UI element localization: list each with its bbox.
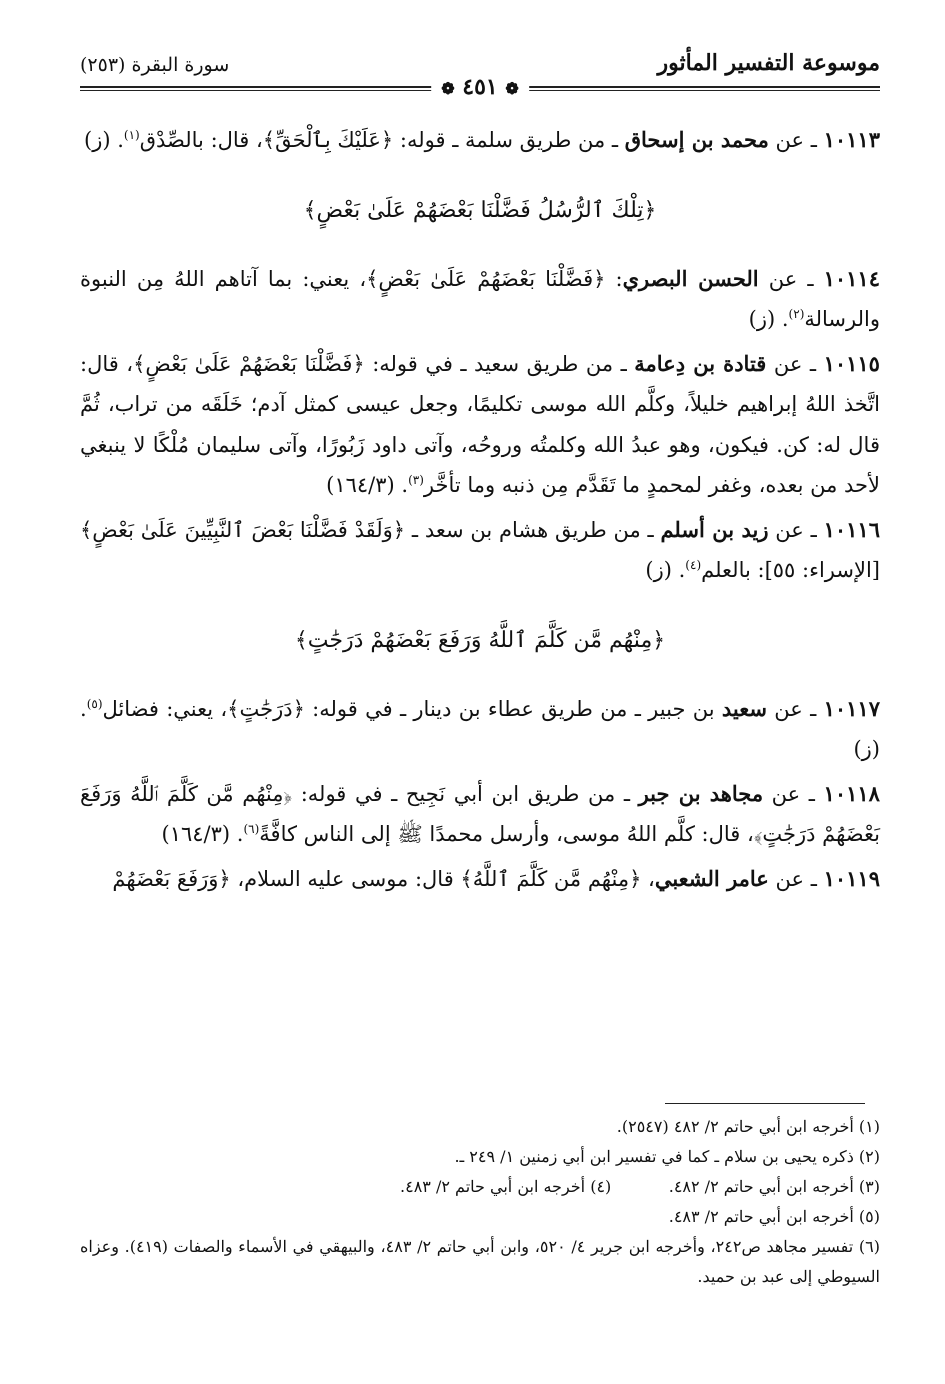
entry-tail: . (ز) (748, 307, 789, 331)
narrator-name: سعيد (721, 695, 767, 721)
ornament-icon: ❁ (441, 79, 455, 98)
surah-label: سورة البقرة (٢٥٣) (80, 54, 230, 76)
footnote-ref: (١) (123, 128, 140, 142)
narrator-name: مجاهد بن جبر (638, 780, 764, 806)
an-word: عن (775, 866, 805, 891)
dash: ـ (810, 128, 817, 152)
entry-number: ١٠١١٤ (823, 265, 880, 291)
entry-text: ـ من طريق سلمة ـ قوله: ﴿عَلَيْكَ بِٱلْحَقِّ﴾، قال: بالصِّدْق (139, 128, 619, 152)
narrator-name: قتادة بن دِعامة (634, 350, 767, 376)
ornament-icon: ❁ (505, 79, 519, 98)
entry-text: ، ﴿مِنْهُم مَّن كَلَّمَ ٱللَّهُ﴾ قال: موسى عليه السلام، ﴿وَرَفَعَ بَعْضَهُمْ (112, 866, 655, 891)
dash: ـ (810, 866, 817, 891)
verse-heading: ﴿مِنْهُم مَّن كَلَّمَ ٱللَّهُ وَرَفَعَ بَعْضَهُمْ دَرَجَٰتٍ﴾ (294, 627, 666, 653)
footnote-3: (٣) أخرجه ابن أبي حاتم ٢/ ٤٨٢. (668, 1177, 880, 1196)
verse-heading: ﴿تِلْكَ ٱلرُّسُلُ فَضَّلْنَا بَعْضَهُمْ عَلَىٰ بَعْضٍ﴾ (303, 197, 657, 223)
entry-number: ١٠١١٩ (823, 865, 880, 891)
entry-number: ١٠١١٧ (823, 695, 880, 721)
narrator-name: عامر الشعبي (654, 865, 769, 891)
footnote-ref: (٥) (86, 696, 103, 711)
entry-number: ١٠١١٦ (823, 516, 880, 542)
entry-number: ١٠١١٥ (823, 350, 880, 376)
entry-10113 (80, 120, 880, 161)
footnote-4: (٤) أخرجه ابن أبي حاتم ٢/ ٤٨٣. (400, 1177, 612, 1196)
entry-tail: . (١٦٤/٣) (326, 473, 409, 497)
entry-text: ـ من طريق سعيد ـ في قوله: ﴿فَضَّلْنَا بَعْضَهُمْ عَلَىٰ بَعْضٍ﴾، قال: اتَّخذ اللهُ إبراهيم خليلاً، وكلَّم الله موسى تكليمًا، وجعل عيسى كمثل آدم؛ خَلَقَه من تراب، ثُمَّ قال له: كن. فيكون، وهو عبدُ الله وكلمتُه وروحُه، وآتى داود زَبُورًا، وآتى سليمان مُلْكًا لا ينبغي لأحد من بعده، وغفر لمحمدٍ ما تَقَدَّم مِن ذنبه وما تأخَّر (80, 351, 880, 497)
dash: ـ (809, 351, 817, 376)
book-title: موسوعة التفسير المأثور (657, 50, 880, 76)
footnote-1: (١) أخرجه ابن أبي حاتم ٢/ ٤٨٢ (٢٥٤٧). (616, 1117, 880, 1136)
entry-10114 (80, 259, 880, 340)
entry-10118 (80, 774, 880, 855)
entry-text: ـ من طريق هشام بن سعد ـ ﴿وَلَقَدْ فَضَّلْنَا بَعْضَ ٱلنَّبِيِّينَ عَلَىٰ بَعْضٍ﴾ [الإسراء: ٥٥]: بالعلم (80, 517, 880, 582)
entry-tail: . (ز) (645, 558, 686, 582)
entry-tail: . (ز) (80, 696, 880, 761)
entry-10115 (80, 344, 880, 506)
an-word: عن (775, 517, 804, 542)
footnote-row-3-4 (80, 1172, 880, 1202)
entry-tail: . (ز) (84, 128, 124, 152)
footnote-5: (٥) أخرجه ابن أبي حاتم ٢/ ٤٨٣. (668, 1207, 880, 1226)
entry-text: : ﴿فَضَّلْنَا بَعْضَهُمْ عَلَىٰ بَعْضٍ﴾، يعني: بما آتاهم اللهُ مِن النبوة والرسالة (80, 266, 880, 331)
an-word: عن (771, 781, 801, 806)
entry-10117 (80, 689, 880, 770)
an-word: عن (774, 696, 803, 721)
page-number (431, 74, 529, 100)
footnote-ref: (٢) (788, 307, 805, 321)
footnote-ref: (٦) (243, 822, 260, 836)
an-word: عن (768, 266, 798, 291)
entry-number: ١٠١١٨ (823, 780, 880, 806)
footnote-6: (٦) تفسير مجاهد ص٢٤٢، وأخرجه ابن جرير ٤/ ٥٢٠، وابن أبي حاتم ٢/ ٤٨٣، والبيهقي في الأسماء والصفات (٤١٩). وعزاه السيوطي إلى عبد بن حميد. (80, 1237, 880, 1286)
entry-text: ـ من طريق ابن أبي نَجِيح ـ في قوله: ﴿مِنْهُم مَّن كَلَّمَ ٱللَّهُ وَرَفَعَ بَعْضَهُمْ دَرَجَٰتٍ﴾، قال: كلَّم اللهُ موسى، وأرسل محمدًا ﷺ إلى الناس كافَّةً (80, 781, 880, 846)
dash: ـ (810, 696, 817, 721)
narrator-name: زيد بن أسلم (660, 516, 769, 542)
entry-tail: . (١٦٤/٣) (161, 822, 244, 846)
footnote-2: (٢) ذكره يحيى بن سلام ـ كما في تفسير ابن أبي زمنين ١/ ٢٤٩ ـ. (454, 1147, 880, 1166)
dash: ـ (810, 517, 817, 542)
an-word: عن (773, 351, 803, 376)
entry-10116 (80, 510, 880, 591)
dash: ـ (808, 781, 815, 806)
page-header (80, 50, 880, 102)
page-number-text: ٤٥١ (462, 74, 498, 100)
dash: ـ (807, 266, 814, 291)
narrator-name: الحسن البصري (622, 265, 759, 291)
footnote-ref: (٣) (408, 473, 424, 487)
page-body (80, 120, 880, 903)
footnotes (80, 1112, 880, 1292)
narrator-name: محمد بن إسحاق (624, 127, 769, 152)
footnote-separator (665, 1103, 865, 1104)
entry-10119 (80, 859, 880, 900)
footnote-ref: (٤) (685, 558, 702, 572)
entry-text: بن جبير ـ من طريق عطاء بن دينار ـ في قوله: ﴿دَرَجَٰتٍ﴾، يعني: فضائل (102, 696, 715, 721)
entry-number: ١٠١١٣ (823, 127, 880, 152)
an-word: عن (775, 128, 805, 152)
